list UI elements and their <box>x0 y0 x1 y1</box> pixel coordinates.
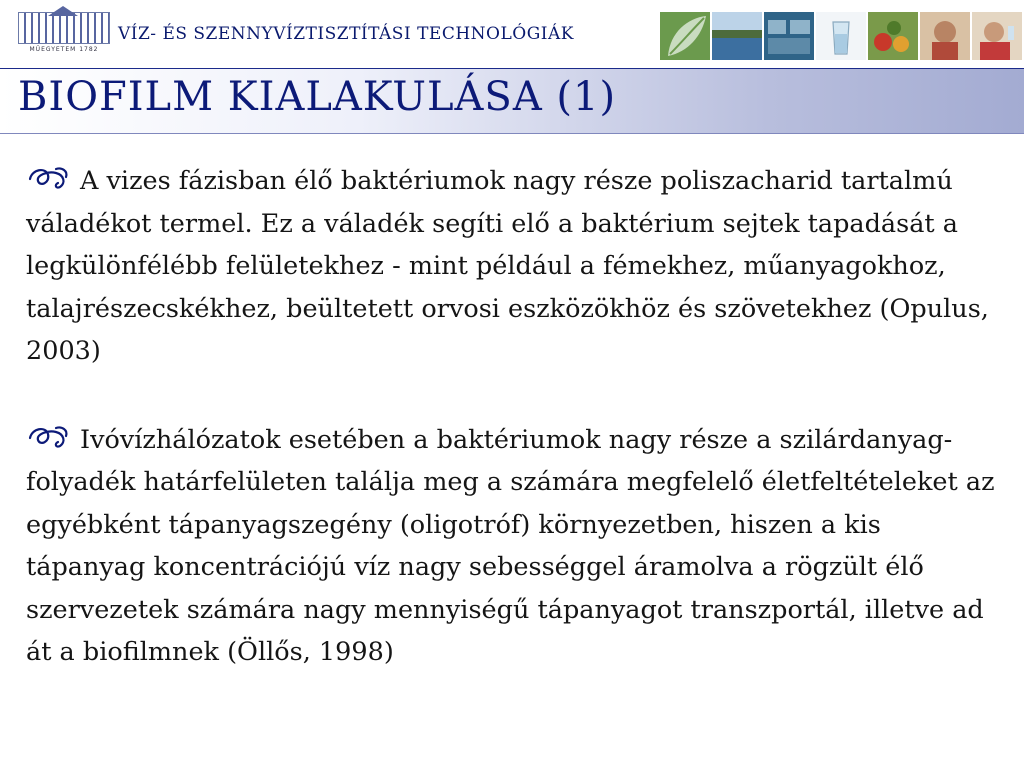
paragraph-1 <box>26 160 996 373</box>
lake-photo <box>712 12 762 60</box>
building-roof-icon <box>48 6 78 16</box>
logo-caption: MŰEGYETEM 1782 <box>29 46 99 53</box>
slide-title: BIOFILM KIALAKULÁSA (1) <box>18 74 617 120</box>
curly-bullet-icon <box>26 165 70 191</box>
paragraph-2-text: Ivóvízhálózatok esetében a baktériumok nagy része a szilárdanyag-folyadék határfelületen találja meg a számára megfelelő életfeltételeket az egyébként tápanyagszegény (oligotróf) környezetben, hiszen a kis tápanyag koncentrációjú víz nagy sebességgel áramolva a rögzült élő szervezetek számára nagy mennyiségű tápanyagot transzportál, illetve ad át a biofilmnek (Öllős, 1998) <box>26 424 995 667</box>
paragraph-2 <box>26 419 996 674</box>
building-icon <box>18 12 110 44</box>
pool-photo <box>764 12 814 60</box>
leaf-drop-icon <box>660 12 710 60</box>
child-drinking-photo <box>920 12 970 60</box>
water-glass-photo <box>816 12 866 60</box>
vegetables-photo <box>868 12 918 60</box>
header-photo-strip <box>660 12 1022 60</box>
curly-bullet-icon <box>26 424 70 450</box>
child-drinking-photo-2 <box>972 12 1022 60</box>
paragraph-1-text: A vizes fázisban élő baktériumok nagy része poliszacharid tartalmú váladékot termel. Ez a váladék segíti elő a baktérium sejtek tapadását a legkülönfélébb felületekhez - mint például a fémekhez, műanyagokhoz, talajrészecskékhez, beültetett orvosi eszközökhöz és szövetekhez (Opulus, 2003) <box>26 166 989 366</box>
university-logo <box>18 12 110 56</box>
slide-header <box>0 0 1024 68</box>
slide-content <box>26 160 996 674</box>
course-title: VÍZ- ÉS SZENNYVÍZTISZTÍTÁSI TECHNOLÓGIÁK <box>118 24 574 44</box>
